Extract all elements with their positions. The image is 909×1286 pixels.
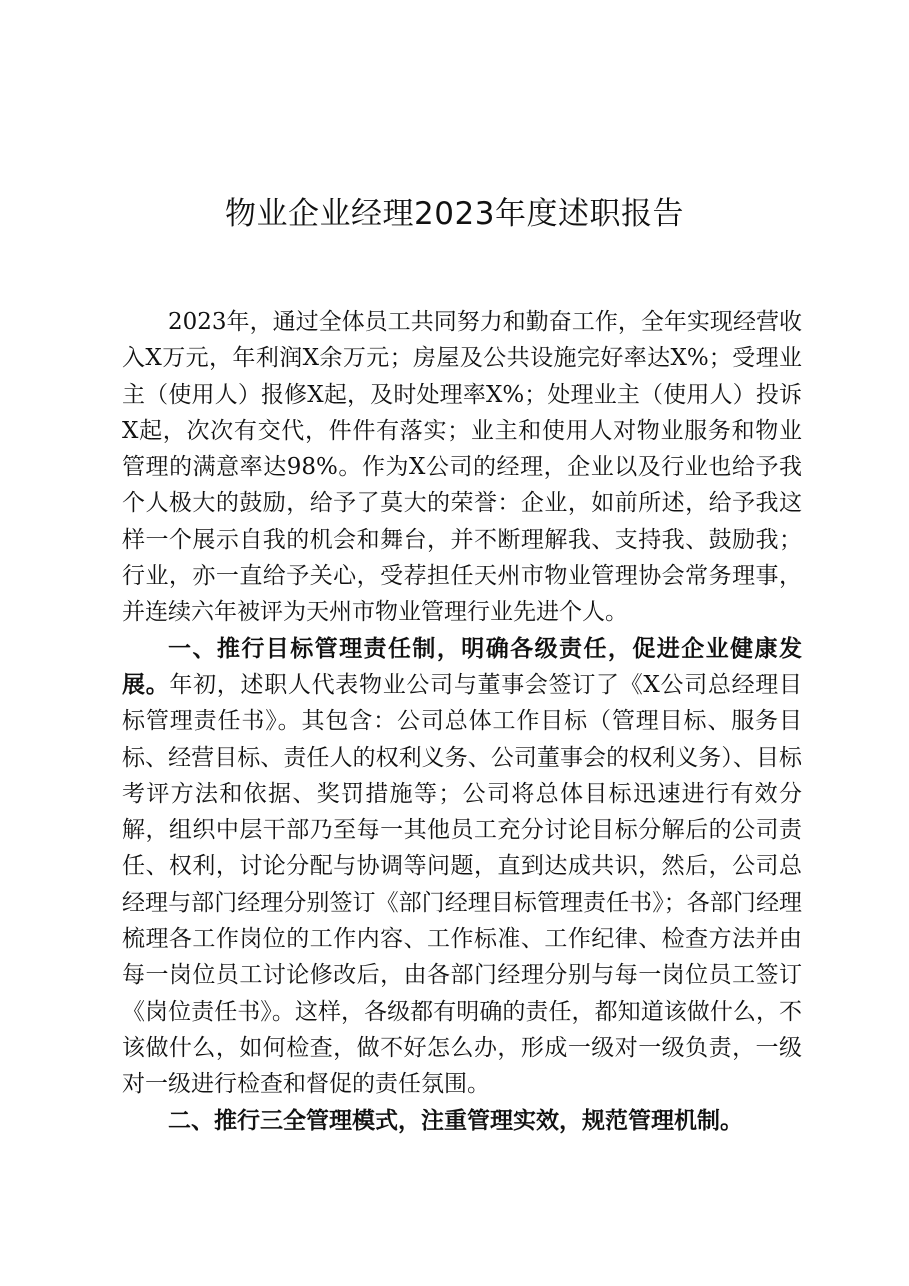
paragraph-section-1 <box>122 631 802 1103</box>
section-1-heading: 一、推行目标管理责任制，明确各级责任，促进企业健康发展。 <box>122 635 802 698</box>
document-body <box>122 304 802 1139</box>
paragraph-section-2 <box>122 1103 802 1139</box>
section-2-heading: 二、推行三全管理模式，注重管理实效，规范管理机制。 <box>168 1107 743 1134</box>
paragraph-intro-text: 2023年，通过全体员工共同努力和勤奋工作，全年实现经营收入X万元，年利润X余万元；房屋及公共设施完好率达X%；受理业主（使用人）报修X起，及时处理率X%；处理业主（使用人）投诉X起，次次有交代，件件有落实；业主和使用人对物业服务和物业管理的满意率达98%。作为X公司的经理，企业以及行业也给予我个人极大的鼓励，给予了莫大的荣誉：企业，如前所述，给予我这样一个展示自我的机会和舞台，并不断理解我、支持我、鼓励我；行业，亦一直给予关心，受荐担任天州市物业管理协会常务理事，并连续六年被评为天州市物业管理行业先进个人。 <box>122 309 802 626</box>
document-title: 物业企业经理2023年度述职报告 <box>225 196 684 232</box>
paragraph-intro <box>122 304 802 631</box>
section-1-text: 年初，述职人代表物业公司与董事会签订了《X公司总经理目标管理责任书》。其包含：公司总体工作目标（管理目标、服务目标、经营目标、责任人的权利义务、公司董事会的权利义务）、目标考评方法和依据、奖罚措施等；公司将总体目标迅速进行有效分解，组织中层干部乃至每一其他员工充分讨论目标分解后的公司责任、权利，讨论分配与协调等问题，直到达成共识，然后，公司总经理与部门经理分别签订《部门经理目标管理责任书》；各部门经理梳理各工作岗位的工作内容、工作标准、工作纪律、检查方法并由每一岗位员工讨论修改后，由各部门经理分别与每一岗位员工签订《岗位责任书》。这样，各级都有明确的责任，都知道该做什么，不该做什么，如何检查，做不好怎么办，形成一级对一级负责，一级对一级进行检查和督促的责任氛围。 <box>122 671 803 1098</box>
